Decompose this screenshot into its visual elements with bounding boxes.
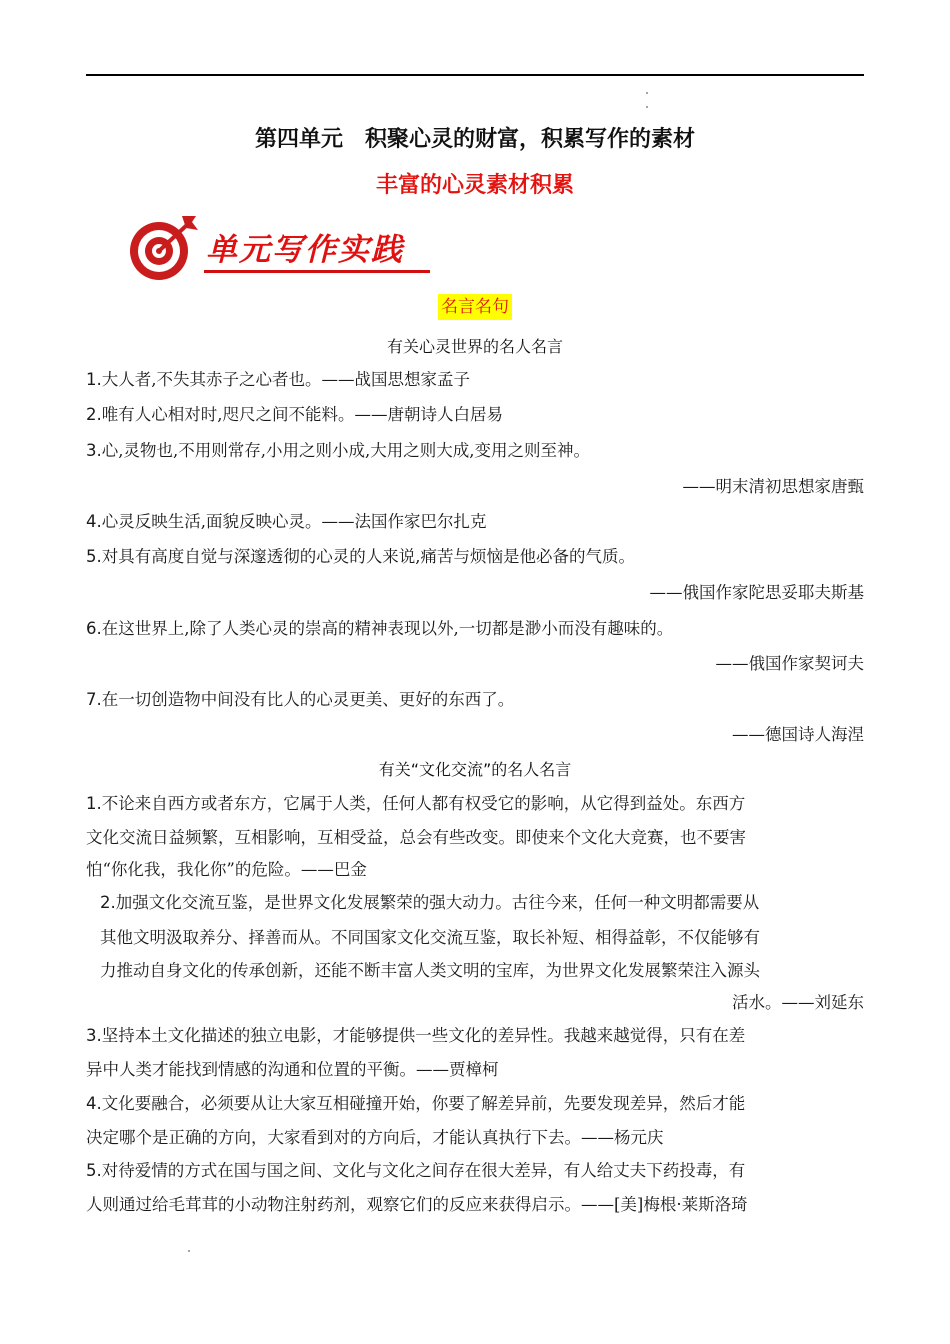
top-rule xyxy=(86,74,864,76)
quote-attribution: ——俄国作家陀思妥耶夫斯基 xyxy=(649,583,864,602)
quote-text: 文化要融合，必须要从让大家互相碰撞开始，你要了解差异前，先要发现差异，然后才能 xyxy=(101,1094,746,1113)
item-number: 1. xyxy=(86,370,102,389)
quote-attribution: ——明末清初思想家唐甄 xyxy=(682,477,864,496)
quote-line xyxy=(86,1157,864,1181)
quote-line: 怕“你化我，我化你”的危险。——巴金 xyxy=(86,860,367,879)
quote-line xyxy=(86,1022,864,1046)
target-arrow-icon xyxy=(126,212,202,282)
quote-text: 对待爱情的方式在国与国之间、文化与文化之间存在很大差异，有人给丈夫下药投毒，有 xyxy=(101,1161,746,1180)
page-subtitle: 丰富的心灵素材积累 xyxy=(375,173,574,198)
section-tag: 名言名句 xyxy=(438,294,512,320)
quote-text: 在这世界上,除了人类心灵的崇高的精神表现以外,一切都是渺小而没有趣味的。 xyxy=(101,619,674,638)
quote-text: 心灵反映生活,面貌反映心灵。——法国作家巴尔扎克 xyxy=(101,512,487,531)
quote-line: 异中人类才能找到情感的沟通和位置的平衡。——贾樟柯 xyxy=(86,1060,499,1079)
unit-writing-banner xyxy=(126,212,436,282)
quote-item xyxy=(86,437,864,461)
quote-item xyxy=(86,686,864,710)
quote-attribution: 活水。——刘延东 xyxy=(732,993,864,1012)
quote-text: 在一切创造物中间没有比人的心灵更美、更好的东西了。 xyxy=(101,690,515,709)
speck xyxy=(646,92,648,94)
quote-line xyxy=(100,889,864,913)
page-title: 第四单元 积聚心灵的财富，积累写作的素材 xyxy=(254,127,695,152)
quote-text: 坚持本土文化描述的独立电影，才能够提供一些文化的差异性。我越来越觉得，只有在差 xyxy=(101,1026,746,1045)
item-number: 4. xyxy=(86,512,102,531)
item-number: 3. xyxy=(86,441,102,460)
quote-text: 加强文化交流互鉴，是世界文化发展繁荣的强大动力。古往今来，任何一种文明都需要从 xyxy=(115,893,760,912)
item-number: 5. xyxy=(86,547,102,566)
quote-text: 对具有高度自觉与深邃透彻的心灵的人来说,痛苦与烦恼是他必备的气质。 xyxy=(101,547,635,566)
item-number: 3. xyxy=(86,1026,102,1045)
quote-line xyxy=(86,790,864,814)
quote-attribution: ——俄国作家契诃夫 xyxy=(715,654,864,673)
quote-line: 文化交流日益频繁，互相影响，互相受益，总会有些改变。即使来个文化大竞赛，也不要害 xyxy=(86,828,746,847)
quote-line: 决定哪个是正确的方向，大家看到对的方向后，才能认真执行下去。——杨元庆 xyxy=(86,1128,664,1147)
item-number: 1. xyxy=(86,794,102,813)
quote-text: 不论来自西方或者东方，它属于人类，任何人都有权受它的影响，从它得到益处。东西方 xyxy=(101,794,746,813)
quote-item xyxy=(86,615,864,639)
quote-text: 唯有人心相对时,咫尺之间不能料。——唐朝诗人白居易 xyxy=(101,405,503,424)
quote-item xyxy=(86,401,864,425)
speck xyxy=(188,1250,190,1252)
speck xyxy=(646,106,648,108)
item-number: 2. xyxy=(100,893,116,912)
banner-text: 单元写作实践 xyxy=(206,232,404,268)
quote-text: 心,灵物也,不用则常存,小用之则小成,大用之则大成,变用之则至神。 xyxy=(101,441,590,460)
quote-item xyxy=(86,508,864,532)
item-number: 6. xyxy=(86,619,102,638)
quote-item xyxy=(86,366,864,390)
section-heading: 有关“文化交流”的名人名言 xyxy=(378,760,572,779)
section-tag-wrap xyxy=(0,294,950,320)
quote-text: 大人者,不失其赤子之心者也。——战国思想家孟子 xyxy=(101,370,470,389)
quote-line: 力推动自身文化的传承创新，还能不断丰富人类文明的宝库，为世界文化发展繁荣注入源头 xyxy=(100,961,760,980)
item-number: 7. xyxy=(86,690,102,709)
quote-line: 其他文明汲取养分、择善而从。不同国家文化交流互鉴，取长补短、相得益彰，不仅能够有 xyxy=(100,928,760,947)
item-number: 2. xyxy=(86,405,102,424)
section-heading: 有关心灵世界的名人名言 xyxy=(386,337,563,356)
banner-underline xyxy=(204,270,430,273)
quote-line xyxy=(86,1090,864,1114)
item-number: 4. xyxy=(86,1094,102,1113)
item-number: 5. xyxy=(86,1161,102,1180)
quote-line: 人则通过给毛茸茸的小动物注射药剂，观察它们的反应来获得启示。——[美]梅根·莱斯洛琦 xyxy=(86,1195,748,1214)
quote-item xyxy=(86,543,864,567)
quote-attribution: ——德国诗人海涅 xyxy=(732,725,864,744)
